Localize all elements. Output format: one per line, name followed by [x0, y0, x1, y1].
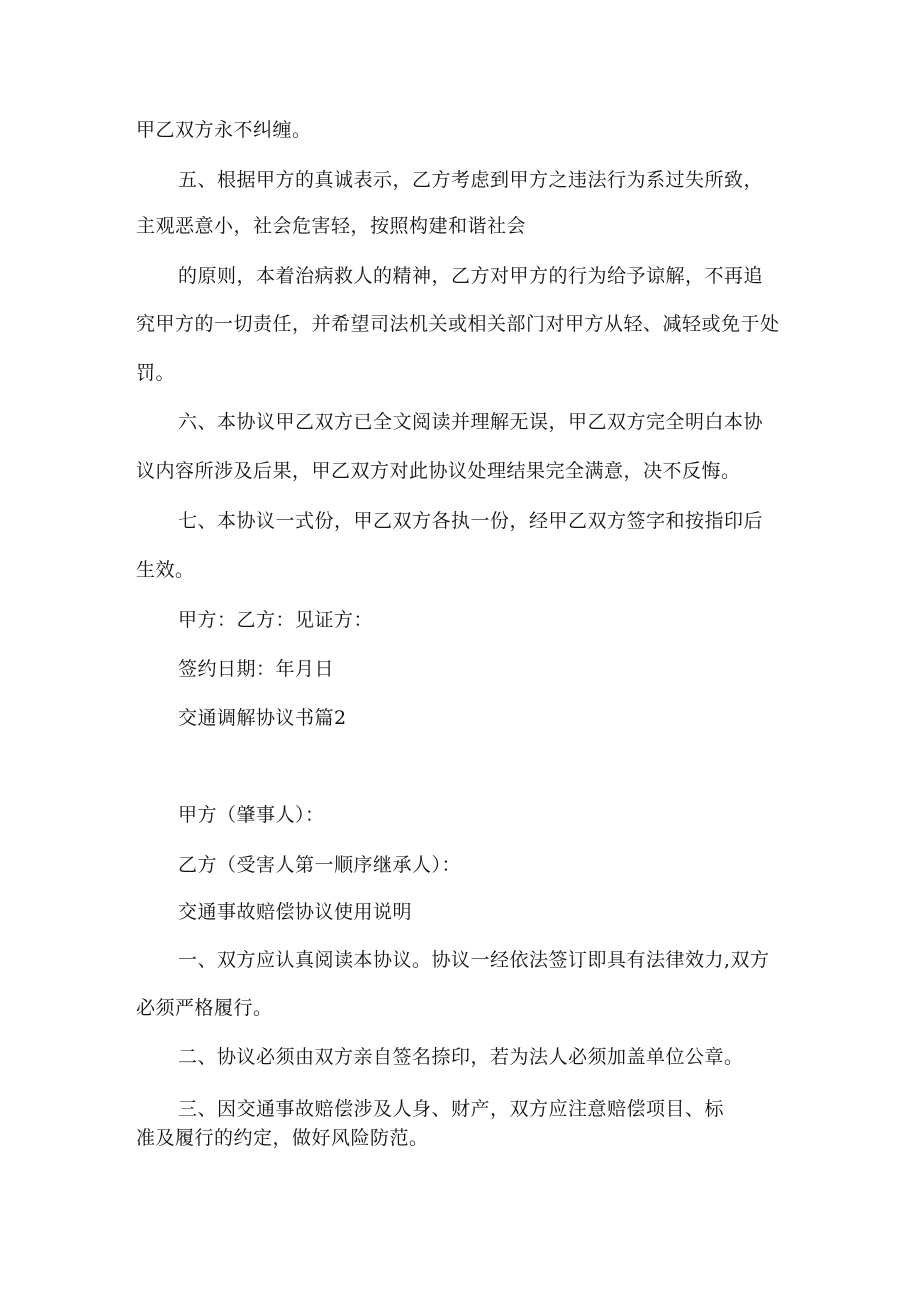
- usage-title: 交通事故赔偿协议使用说明: [178, 901, 413, 923]
- party-a-line: 甲方（肇事人）：: [178, 804, 325, 826]
- paragraph-line: 议内容所涉及后果，甲乙双方对此协议处理结果完全满意，决不反悔。: [136, 460, 741, 482]
- paragraph-line: 一、双方应认真阅读本协议。协议一经依法签订即具有法律效力,双方: [178, 949, 770, 971]
- paragraph-line: 二、协议必须由双方亲自签名捺印，若为法人必须加盖单位公章。: [178, 1046, 744, 1068]
- signing-date-line: 签约日期：年月日: [178, 658, 335, 680]
- paragraph-line: 甲乙双方永不纠缠。: [136, 119, 312, 141]
- section-title: 交通调解协议书篇2: [178, 707, 347, 729]
- paragraph-line: 必须严格履行。: [136, 997, 273, 1019]
- paragraph-line: 五、根据甲方的真诚表示，乙方考虑到甲方之违法行为系过失所致，: [178, 169, 764, 191]
- paragraph-line: 罚。: [136, 362, 176, 384]
- paragraph-line: 究甲方的一切责任，并希望司法机关或相关部门对甲方从轻、减轻或免于处: [136, 313, 780, 335]
- paragraph-line: 三、因交通事故赔偿涉及人身、财产，双方应注意赔偿项目、标: [178, 1098, 725, 1120]
- party-b-line: 乙方（受害人第一顺序继承人）：: [178, 854, 462, 876]
- paragraph-line: 主观恶意小，社会危害轻，按照构建和谐社会: [136, 215, 527, 237]
- paragraph-line: 七、本协议一式份，甲乙双方各执一份，经甲乙双方签字和按指印后: [178, 510, 764, 532]
- paragraph-line: 的原则，本着治病救人的精神，乙方对甲方的行为给予谅解，不再追: [178, 265, 764, 287]
- paragraph-line: 生效。: [136, 559, 195, 581]
- paragraph-line: 准及履行的约定，做好风险防范。: [136, 1127, 429, 1149]
- signature-parties-line: 甲方：乙方：见证方：: [178, 609, 374, 631]
- paragraph-line: 六、本协议甲乙双方已全文阅读并理解无误，甲乙双方完全明白本协: [178, 411, 764, 433]
